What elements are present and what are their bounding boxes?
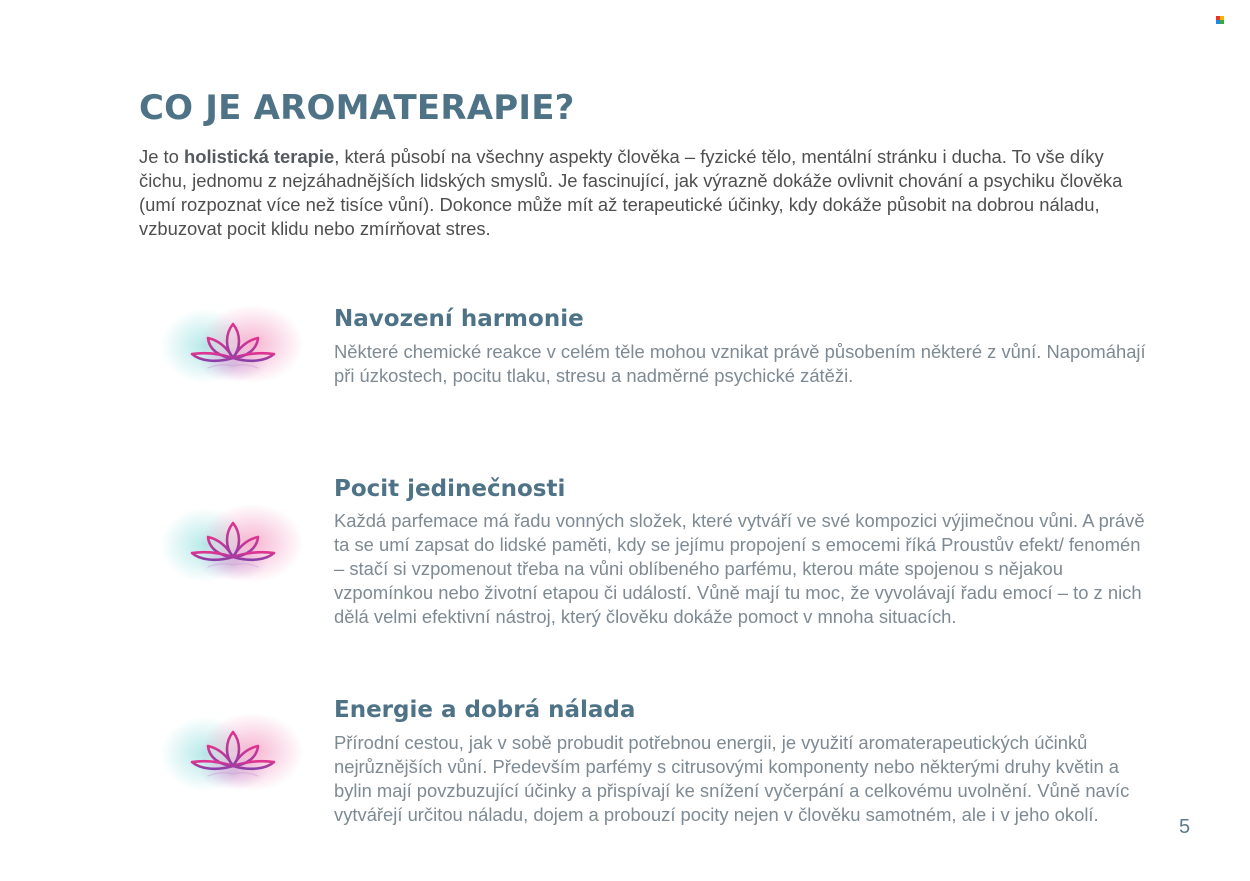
section-title: Pocit jedinečnosti <box>334 476 566 502</box>
section-text: Některé chemické reakce v celém těle mohou vznikat právě působením některé z vůní. Napomáhají při úzkostech, pocitu tlaku, stresu a nadměrné psychické zátěži. <box>334 341 1146 386</box>
section-text: Přírodní cestou, jak v sobě probudit potřebnou energii, je využití aromaterapeutických účinků nejrůznějších vůní. Především parfémy s citrusovými komponenty nebo některými druhy květin a bylin mají povzbuzující účinky a přispívají ke snížení vyčerpání a celkovému uvolnění. Vůně navíc vytvářejí určitou náladu, dojem a probouzí pocity nejen v člověku samotném, ale i v jeho okolí. <box>334 732 1130 825</box>
color-marker-icon <box>1216 16 1226 24</box>
lotus-icon <box>160 495 300 595</box>
intro-paragraph <box>139 145 1139 241</box>
intro-emphasis: holistická terapie <box>183 146 335 167</box>
section-title: Navození harmonie <box>334 306 584 332</box>
section-title: Energie a dobrá nálada <box>334 697 636 723</box>
intro-text-start: Je to <box>139 146 184 167</box>
lotus-icon <box>160 296 300 396</box>
lotus-icon <box>160 704 300 804</box>
page-title: CO JE AROMATERAPIE? <box>139 88 575 128</box>
section-text: Každá parfemace má řadu vonných složek, které vytváří ve své kompozici výjimečnou vůni. A právě ta se umí zapsat do lidské paměti, kdy se jejímu propojení s emocemi říká Proustův efekt/ fenomén – stačí si vzpomenout třeba na vůni oblíbeného parfému, kterou máte spojenou s nějakou vzpomínkou nebo životní etapou či událostí. Vůně mají tu moc, že vyvolávají řadu emocí – to z nich dělá velmi efektivní nástroj, který člověku dokáže pomoct v mnoha situacích. <box>334 510 1145 627</box>
intro-text-rest: , která působí na všechny aspekty člověka – fyzické tělo, mentální stránku i ducha. To vše díky čichu, jednomu z nejzáhadnějších lidských smyslů. Je fascinující, jak výrazně dokáže ovlivnit chování a psychiku člověka (umí rozpoznat více než tisíce vůní). Dokonce může mít až terapeutické účinky, kdy dokáže působit na dobrou náladu, vzbuzovat pocit klidu nebo zmírňovat stres. <box>139 146 1123 239</box>
page-number: 5 <box>1179 816 1191 838</box>
